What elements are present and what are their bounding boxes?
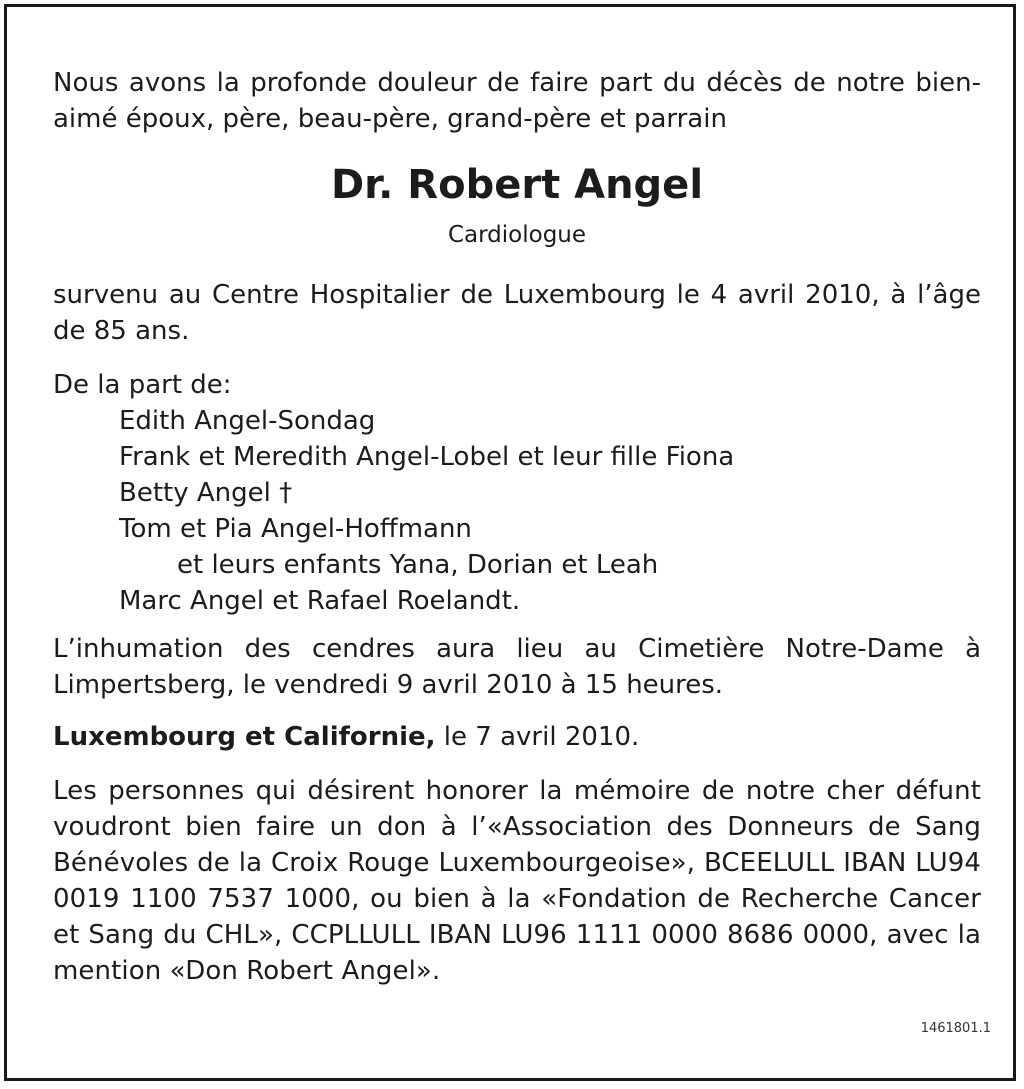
family-member: et leurs enfants Yana, Dorian et Leah (177, 550, 659, 580)
place-date (53, 719, 981, 755)
death-details: survenu au Centre Hospitalier de Luxembourg le 4 avril 2010, à l’âge de 85 ans. (53, 280, 981, 346)
family-member: Edith Angel-Sondag (119, 406, 376, 436)
from-label: De la part de: (53, 370, 232, 400)
intro-text: Nous avons la profonde douleur de faire part du décès de notre bien-aimé époux, père, beau-père, grand-père et parrain (53, 68, 981, 134)
family-member: Frank et Meredith Angel-Lobel et leur fille Fiona (119, 442, 735, 472)
deceased-name: Dr. Robert Angel (330, 162, 704, 208)
place: Luxembourg et Californie, (53, 722, 436, 752)
obituary-notice (4, 4, 1016, 1081)
family-member: Marc Angel et Rafael Roelandt. (119, 586, 521, 616)
date: le 7 avril 2010. (435, 722, 640, 752)
reference-number: 1461801.1 (920, 1021, 991, 1036)
burial-details: L’inhumation des cendres aura lieu au Cimetière Notre-Dame à Limpertsberg, le vendredi 9 avril 2010 à 15 heures. (53, 634, 981, 700)
family-member: Tom et Pia Angel-Hoffmann (119, 514, 472, 544)
donation-text: Les personnes qui désirent honorer la mémoire de notre cher défunt voudront bien faire un don à l’«Association des Donneurs de Sang Bénévoles de la Croix Rouge Luxembourgeoise», BCEELULL IBAN LU94 0019 1100 7537 1000, ou bien à la «Fondation de Recherche Cancer et Sang du CHL», CCPLLULL IBAN LU96 1111 0000 8686 0000, avec la mention «Don Robert Angel». (53, 776, 981, 986)
notice-body (53, 57, 981, 989)
family-list (119, 403, 981, 619)
family-member: Betty Angel † (119, 478, 293, 508)
profession: Cardiologue (447, 222, 587, 248)
